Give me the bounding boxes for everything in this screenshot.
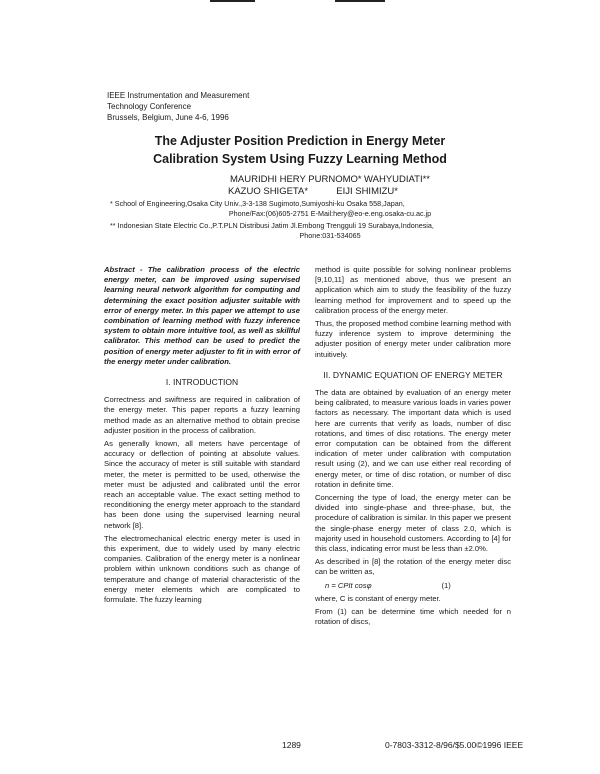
right-paragraph-3: The data are obtained by evaluation of an energy meter being calibrated, to measure various loads in varies power factors as necessary. The important data which is used here are currents that verify as loads, number of disc rotations, and times of disc rotations. The energy meter error computation can be obtained from the different indication of meter under calibration with computation result using (2), and we can use either real recording of energy meter, or time of disc rotation, or number of disc rotation in definite time.: [315, 388, 511, 489]
intro-paragraph-2: As generally known, all meters have percentage of accuracy or deflection of pointing at absolute values. Since the accuracy of meter is still suitable with standard meter, the meter is permitted to be used, otherwise the meter must be adjusted and calibrated until the error reach an acceptable value. The exact setting method to reconditioning the energy meter approach to the standard has been done using the supervised learning neural network [8].: [104, 439, 300, 530]
right-paragraph-7: From (1) can be determine time which needed for n rotation of discs,: [315, 607, 511, 627]
author-1: MAURIDHI HERY PURNOMO*: [230, 174, 362, 185]
affiliations: [110, 199, 550, 241]
paper-title: [100, 132, 500, 168]
equation-1: [325, 581, 511, 591]
right-paragraph-5: As described in [8] the rotation of the energy meter disc can be written as,: [315, 557, 511, 577]
title-line-1: The Adjuster Position Prediction in Energy Meter: [154, 134, 446, 148]
copyright-notice: 0-7803-3312-8/96/$5.00©1996 IEEE: [385, 740, 524, 750]
right-paragraph-1: method is quite possible for solving nonlinear problems [9,10,11] as mentioned above, thus we present an application which aim to study the feasibility of the fuzzy learning method for improvement and to speed up the calibration process of the energy meter.: [315, 265, 511, 315]
title-line-2: Calibration System Using Fuzzy Learning Method: [153, 152, 447, 166]
conference-info: [107, 90, 249, 123]
author-list: [100, 174, 520, 198]
affiliation-2-line-1: ** Indonesian State Electric Co.,P.T.PLN Distribusi Jatim Jl.Embong Trengguli 19 Surabaya,Indonesia,: [110, 221, 434, 230]
top-rule-left: [210, 0, 255, 2]
right-paragraph-6: where, C is constant of energy meter.: [315, 593, 441, 603]
affiliation-1-line-2: Phone/Fax:(06)605-2751 E-Mail:hery@eo-e.eng.osaka-cu.ac.jp: [228, 209, 432, 218]
intro-paragraph-3: The electromechanical electric energy meter is used in this experiment, due to widely used by many electric companies. Calibration of the energy meter is a nonlinear problem within unknown conditions such as change of temperature and change of material characteristic of the energy meter elements which are complicated to formulate. The fuzzy learning: [104, 533, 300, 605]
author-3: KAZUO SHIGETA*: [228, 186, 309, 197]
right-paragraph-2: Thus, the proposed method combine learning method with fuzzy inference system to improve determining the adjuster position of energy meter under calibration more intuitively.: [315, 319, 511, 359]
intro-paragraph-1: Correctness and swiftness are required in calibration of the energy meter. This paper reports a fuzzy learning method made as an alternative method to obtain precise adjuster position in the process of calibration.: [104, 395, 300, 435]
conference-line-3: Brussels, Belgium, June 4-6, 1996: [107, 113, 229, 122]
right-column: [315, 265, 511, 631]
page-number: 1289: [282, 740, 301, 750]
right-paragraph-4: Concerning the type of load, the energy meter can be divided into single-phase and three-phase, but, the procedure of calibration is similar. In this paper we present the single-phase energy meter of class 2.0, which is majority used in household customers. According to [4] for this class, indicating error must be less than ±2.0%.: [315, 493, 511, 554]
author-2: WAHYUDIATI**: [364, 174, 430, 185]
top-rule-right: [335, 0, 385, 2]
equation-body: n = CPIt cosφ: [325, 580, 372, 590]
affiliation-1-line-1: * School of Engineering,Osaka City Univ.,3-3-138 Sugimoto,Sumiyoshi-ku Osaka 558,Japan,: [110, 199, 405, 208]
abstract: Abstract - The calibration process of the electric energy meter, can be improved using supervised learning neural network algorithm for computing and determining the exact position adjuster suitable with error of energy meter. In this paper we attempt to use combination of learning method with fuzzy inference system to obtain more intuitive tool, as well as skillful calibrator. This method can be used to predict the position of energy meter adjuster to fit in with error of the energy meter under calibration.: [104, 265, 300, 366]
affiliation-2-line-2: Phone:031-534065: [299, 231, 361, 240]
section-heading-dynamic-equation: II. DYNAMIC EQUATION OF ENERGY METER: [323, 369, 503, 380]
left-column: [104, 265, 300, 608]
author-4: EIJI SHIMIZU*: [336, 186, 398, 197]
conference-line-2: Technology Conference: [107, 102, 192, 111]
section-heading-introduction: I. INTRODUCTION: [165, 377, 239, 388]
conference-line-1: IEEE Instrumentation and Measurement: [107, 91, 250, 100]
equation-number: (1): [441, 580, 451, 590]
